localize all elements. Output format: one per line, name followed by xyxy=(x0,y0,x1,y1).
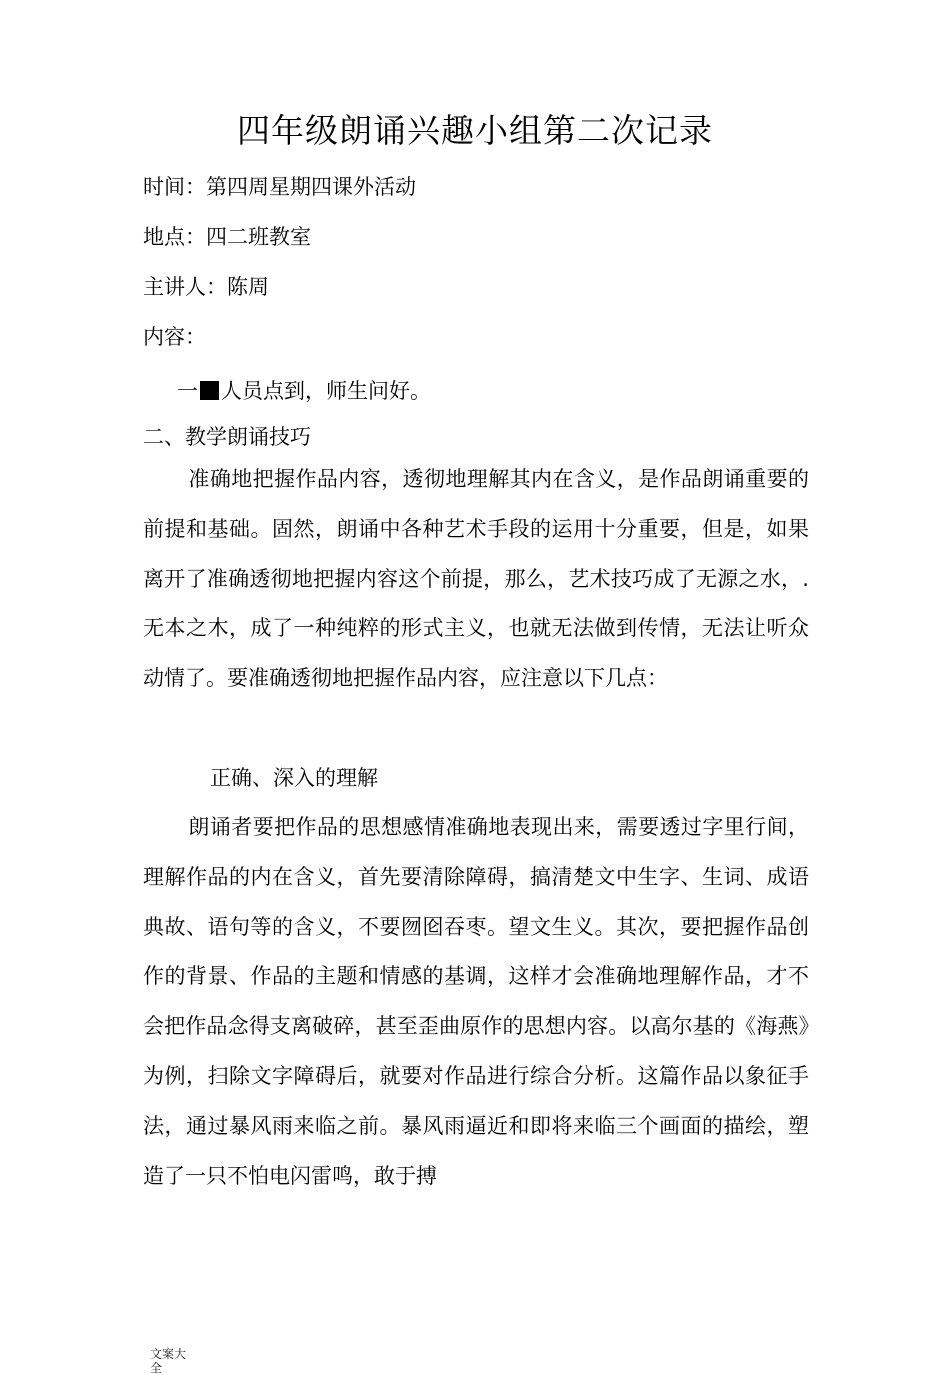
item-one-text: 人员点到，师生问好。 xyxy=(221,379,431,403)
paragraph-two xyxy=(143,803,809,1201)
item-two: 二、教学朗诵技巧 xyxy=(143,425,311,449)
page-footer: 文案大全 xyxy=(150,1347,187,1375)
square-bullet-icon xyxy=(200,381,219,400)
item-one-number: 一 xyxy=(177,379,198,403)
paragraph-one-text: 准确地把握作品内容，透彻地理解其内在含义，是作品朗诵重要的前提和基础。固然，朗诵中各种艺术手段的运用十分重要，但是，如果离开了准确透彻地把握内容这个前提，那么，艺术技巧成了无源之水，.无本之木，成了一种纯粹的形式主义，也就无法做到传情，无法让听众动情了。要准确透彻地把握作品内容，应注意以下几点： xyxy=(143,467,809,691)
time-line: 时间：第四周星期四课外活动 xyxy=(143,175,416,199)
paragraph-one xyxy=(143,455,809,704)
paragraph-two-text: 朗诵者要把作品的思想感情准确地表现出来，需要透过字里行间，理解作品的内在含义，首先要清除障碍，搞清楚文中生字、生词、成语典故、语句等的含义，不要囫囵吞枣。望文生义。其次，要把握作品创作的背景、作品的主题和情感的基调，这样才会准确地理解作品，才不会把作品念得支离破碎，甚至歪曲原作的思想内容。以高尔基的《海燕》为例，扫除文字障碍后，就要对作品进行综合分析。这篇作品以象征手法，通过暴风雨来临之前。暴风雨逼近和即将来临三个画面的描绘，塑造了一只不怕电闪雷鸣，敢于搏 xyxy=(143,815,809,1188)
content-label: 内容： xyxy=(143,325,206,349)
place-line: 地点：四二班教室 xyxy=(143,225,311,249)
document-title: 四年级朗诵兴趣小组第二次记录 xyxy=(237,111,713,150)
subheading: 正确、深入的理解 xyxy=(210,766,378,790)
speaker-line: 主讲人：陈周 xyxy=(143,275,269,299)
item-one xyxy=(177,376,431,406)
